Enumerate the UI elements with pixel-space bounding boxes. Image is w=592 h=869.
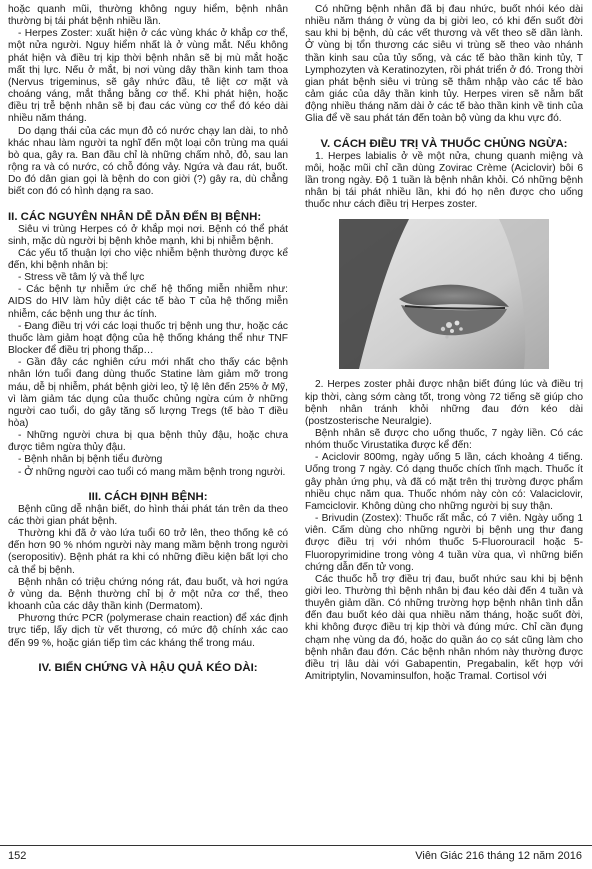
magazine-issue: Viên Giác 216 tháng 12 năm 2016	[415, 850, 582, 862]
list-item: - Brivudin (Zostex): Thuốc rất mắc, có 7 viên. Ngày uống 1 viên. Cấm dùng cho những người bị bệnh ung thư đang được điều trị với nhóm thuốc 5-Fluorouracil hoặc 5- Fluoropyrimidine trong vòng 4 tuần vừa qua, vì những biến chứng dẫn đến tử vong.	[305, 513, 583, 573]
paragraph: 2. Herpes zoster phải được nhận biết đúng lúc và điều trị kịp thời, càng sớm càng tốt, trong vòng 72 tiếng sẽ giúp cho bệnh nhân tránh khỏi những đau đớn kéo dài (postzosterische Neuralgie).	[305, 379, 583, 427]
list-item: - Đang điều trị với các loại thuốc trị bệnh ung thư, hoặc các thuốc làm giảm hoạt động của hệ thống kháng thể như TNF Blocker để điều trị phong thấp…	[8, 320, 288, 357]
section-heading: V. CÁCH ĐIỀU TRỊ VÀ THUỐC CHỦNG NGỪA:	[320, 137, 568, 150]
paragraph: Thường khi đã ở vào lứa tuổi 60 trở lên, theo thống kê có đến hơn 90 % nhóm người này mang mầm bệnh trong người (seropositiv). Bệnh phát ra khi có những điều kiện bất lợi cho cả thể bị bệnh.	[8, 528, 288, 576]
list-item: - Bệnh nhân bị bệnh tiểu đường	[18, 454, 163, 466]
paragraph: Các thuốc hỗ trợ điều trị đau, buốt nhức sau khi bị bệnh giời leo. Thường thì bệnh nhân bị đau kéo dài đến 4 tuần và thuyên giảm dần. Có những trường hợp bệnh nhân tình dẫn đến đau buốt kéo dài qua nhiều năm tháng, hoặc suốt đời, khi không được điều trị kịp thời và đúng mức. Chỉ cần đụng chạm nhẹ vùng da đó, hoặc do quần áo cọ sát cũng làm cho bệnh nhân đau đớn. Các bệnh nhân nhóm này thường được điều trị lâu dài với Gabapentin, Pregabalin, kết hợp với Amitriptylin, Novaminsulfon, hoặc Tramal. Cortisol với	[305, 573, 583, 683]
paragraph: 1. Herpes labialis ở về một nửa, chung quanh miệng và môi, hoặc mũi chỉ cần dùng Zovirac Crème (Aciclovir) bôi 6 lần trong ngày. Độ 1 tuần là bệnh nhân khỏi. Có những bệnh nhân bị tái phát nhiều lần, khi đó họ nên được cho uống thuốc như cách điều trị Herpes zoster.	[305, 150, 583, 211]
paragraph: Siêu vi trùng Herpes có ở khắp mọi nơi. Bệnh có thể phát sinh, mặc dù người bị bệnh khỏe mạnh, khi bị nhiễm bệnh.	[8, 223, 288, 247]
right-column	[305, 4, 583, 683]
list-item: - Stress về tâm lý và thể lực	[18, 272, 145, 284]
paragraph: Do dạng thái của các mụn đỏ có nước chạy lan dài, to nhỏ khác nhau làm người ta nghĩ đến một loại côn trùng ma quái bò qua, gây ra. Ban đầu chỉ là những chấm nhỏ, đỏ, sau lan rộng ra và có nước, có chỗ đóng vảy. Ngứa và đau rát, buốt. Do đó dân gian gọi là bệnh do con giời (?) gây ra, dù chẳng biết con đó có hình dạng ra sao.	[8, 125, 288, 198]
paragraph: Bệnh nhân có triệu chứng nóng rát, đau buốt, và hơi ngứa ở vùng da. Bệnh thường chỉ bị ở một nửa cơ thể, theo khoanh của các dây thần kinh (Dermatom).	[8, 576, 288, 613]
list-item: - Aciclovir 800mg, ngày uống 5 lần, cách khoảng 4 tiếng. Uống trong 7 ngày. Có dạng thuốc chích tĩnh mạch. Thuốc ít gây phản ứng phụ, và đã có mặt trên thị trường được phẩm nhiều chục năm qua. Thuốc nhóm này còn có: Valaciclovir, Famciclovir. Không dùng cho những người bị suy thận.	[305, 452, 583, 512]
paragraph: hoặc quanh mũi, thường không nguy hiểm, bệnh nhân thường bị tái phát bệnh nhiều lần.	[8, 4, 288, 28]
paragraph: Bệnh cũng dễ nhận biết, do hình thái phát tán trên da theo các thời gian phát bệnh.	[8, 503, 288, 527]
paragraph: Phương thức PCR (polymerase chain reaction) để xác định trực tiếp, lấy dịch từ vết thương, có mức độ chính xác cao đến 99 %, hoặc gián tiếp tìm các kháng thể trong máu.	[8, 613, 288, 649]
page-number: 152	[8, 850, 27, 862]
paragraph: Có những bệnh nhân đã bị đau nhức, buốt nhói kéo dài nhiều năm tháng ở vùng da bị giời leo, có khi đến suốt đời sau khi bị bệnh, dù các vết thương và vết theo sẽ dần lành. Ở vùng bị tổn thương các siêu vi trùng sẽ theo vào nhánh thần kinh sau của tủy sống, và các tế bào thần kinh tủy, T Lymphozyten và Keratinozyten, rồi phát triển ở đó. Trong thời gian phát bệnh siêu vi trùng sẽ thâm nhập vào các tế bào cảm giác của dây thần kinh tủy. Herpes viren sẽ nằm bất động nhiều tháng năm dài ở các tế bào thần kinh về tinh của Glia để về sau phát tán đến toàn bộ vùng da khu vực đó.	[305, 4, 583, 125]
list-item: - Ở những người cao tuổi có mang mầm bệnh trong người.	[18, 466, 286, 478]
paragraph: - Herpes Zoster: xuất hiện ở các vùng khác ở khắp cơ thể, một nửa người. Nguy hiểm nhất là ở vùng mắt. Nếu không phát hiện và điều trị kịp thời bệnh nhân sẽ bị mù mắt hoặc mất thị lực. Nếu ở mắt, bị nơi vùng dây thần kinh tam thoa (Nervus trigeminus, sẽ gây nhức đầu, tê liệt cơ mặt và choáng váng, mắt thắng bằng cơ thể. Khi phát hiện, hoặc điều trị trễ bệnh nhân sẽ bị đau các vùng cơ thể đó kéo dài nhiều năm tháng.	[8, 28, 288, 125]
section-heading: II. CÁC NGUYÊN NHÂN DỄ DẪN ĐẾN BỊ BỆNH:	[8, 210, 262, 223]
page-footer	[0, 845, 592, 868]
left-column	[8, 4, 288, 675]
lips-herpes-photo	[339, 219, 549, 369]
list-item: - Gần đây các nghiên cứu mới nhất cho thấy các bệnh nhân lớn tuổi đang dùng thuốc Statine làm giảm mỡ trong máu, dễ bị nhiễm, phát bệnh giời leo, tỷ lệ lên đến 25% ở Mỹ, vì làm giảm tác dụng của thuốc chủng ngừa cúm ở những người cao tuổi, do gây tăng số lượng Tregs (tế bào T điều hòa)	[8, 357, 288, 429]
list-item: - Các bệnh tự nhiễm ức chế hệ thống miễn nhiễm như: AIDS do HIV làm hủy diệt các tế bào T của hệ thống miễn nhiễm, các bệnh ung thư ác tính.	[8, 284, 288, 320]
list-item: - Những người chưa bị qua bệnh thủy đậu, hoặc chưa được tiêm ngừa thủy đậu.	[8, 430, 288, 454]
paragraph: Bệnh nhân sẽ được cho uống thuốc, 7 ngày liền. Có các nhóm thuốc Virustatika được kể đến:	[305, 427, 583, 452]
paragraph: Các yếu tố thuận lợi cho việc nhiễm bệnh thường được kể đến, khi bệnh nhân bị:	[8, 247, 288, 271]
section-heading: III. CÁCH ĐỊNH BỆNH:	[88, 490, 208, 503]
section-heading: IV. BIẾN CHỨNG VÀ HẬU QUẢ KÉO DÀI:	[38, 661, 258, 674]
